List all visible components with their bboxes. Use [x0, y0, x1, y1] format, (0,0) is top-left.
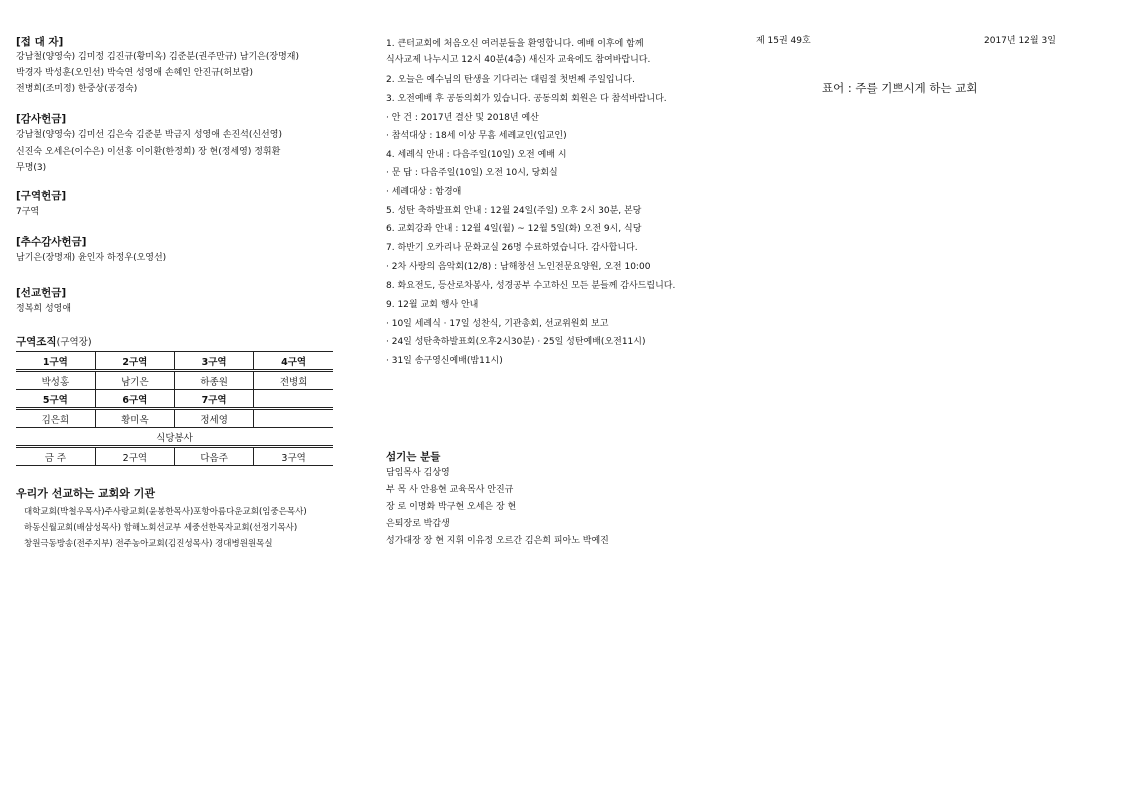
announcement-line: 1. 큰터교회에 처음오신 여러분들을 환영합니다. 예배 이후에 함께: [386, 39, 644, 49]
announcement-line: · 24일 성탄축하발표회(오후2시30분) · 25일 성탄예배(오전11시): [386, 337, 646, 347]
servants-line: 장 로 이명화 박구현 오세은 장 현: [386, 502, 517, 512]
servants-title: 섬기는 분들: [386, 451, 441, 463]
thanks-offering-line: 강남철(양영숙) 김미선 김은숙 김준분 박금지 성영애 손진석(신선영): [16, 130, 282, 140]
thanks-offering-line: 무명(3): [16, 163, 47, 173]
announcement-line: · 10일 세례식 · 17일 성찬식, 기관총회, 선교위원회 보고: [386, 319, 609, 329]
announcement-line: 3. 오전예배 후 공동의회가 있습니다. 공동의회 회원은 다 참석바랍니다.: [386, 94, 667, 104]
announcement-line: 6. 교회강좌 안내 : 12월 4일(월) ~ 12월 5일(화) 오전 9시, 식당: [386, 224, 642, 234]
zones-table: [16, 351, 333, 466]
reception-line: 강남철(양영숙) 김미정 김진규(황미옥) 김준분(권주만규) 남기은(장명재): [16, 52, 299, 62]
issue-number: 제 15권 49호: [756, 36, 811, 46]
zones-subtitle: (구역장): [56, 337, 92, 348]
announcement-line: 식사교제 나누시고 12시 40분(4층) 새신자 교육에도 참여바랍니다.: [386, 55, 651, 65]
servants-line: 담임목사 김상영: [386, 468, 450, 478]
zone-leader: 하종원: [175, 371, 254, 390]
announcement-line: · 2차 사랑의 음악회(12/8) : 남해창선 노인전문요양원, 오전 10:00: [386, 262, 651, 272]
zones-title-text: 구역조직: [16, 336, 57, 348]
missions-line: 대학교회(박철우목사)주사랑교회(윤봉한목사)포항아름다운교회(임중은목사): [24, 507, 307, 517]
zone-header: 3구역: [175, 352, 254, 371]
kitchen-title: 식당봉사: [16, 428, 333, 447]
reception-line: 박경자 박성훈(오인선) 박숙연 성영애 손혜인 안진규(허보람): [16, 68, 254, 78]
announcement-line: 5. 성탄 축하발표회 안내 : 12월 24일(주일) 오후 2시 30분, 본당: [386, 206, 642, 216]
zone-leader: 김은희: [16, 409, 95, 428]
reception-title: [접 대 자]: [16, 36, 64, 48]
announcement-line: · 안 건 : 2017년 결산 및 2018년 예산: [386, 113, 539, 123]
announcement-line: · 문 답 : 다음주일(10일) 오전 10시, 당회실: [386, 168, 558, 178]
kitchen-cell: 다음주: [175, 447, 254, 466]
kitchen-cell: 3구역: [254, 447, 333, 466]
slogan: 표어 : 주를 기쁘시게 하는 교회: [822, 81, 978, 95]
missions-line: 창원극동방송(전주지부) 전주농아교회(김진성목사) 경대병원원목실: [24, 539, 273, 549]
zone-header: 7구역: [175, 390, 254, 409]
zone-offering-title: [구역헌금]: [16, 190, 67, 202]
reception-line: 전병희(조미정) 한중상(공경숙): [16, 84, 138, 94]
harvest-offering-title: [추수감사헌금]: [16, 236, 87, 248]
zones-leader-row: [16, 409, 333, 428]
thanks-offering-line: 신진숙 오세은(이수은) 이선홍 이이환(한정희) 장 현(정세영) 정휘환: [16, 147, 281, 157]
mission-offering-line: 정복희 성영애: [16, 304, 72, 314]
zone-header: [254, 390, 333, 409]
zone-header: 1구역: [16, 352, 95, 371]
zones-leader-row: [16, 371, 333, 390]
servants-line: 은퇴장로 박갑생: [386, 519, 450, 529]
harvest-offering-line: 남기은(장명재) 윤인자 하정우(오영선): [16, 253, 167, 263]
servants-line: 성가대장 장 현 지휘 이유정 오르간 김은희 피아노 박예진: [386, 536, 609, 546]
missions-line: 하동신월교회(배삼성목사) 함해노회선교부 세중선한목자교회(선정기목사): [24, 523, 298, 533]
kitchen-cell: 2구역: [95, 447, 174, 466]
zone-leader: 전병희: [254, 371, 333, 390]
zones-title: [16, 334, 92, 349]
zones-header-row: [16, 390, 333, 409]
zone-leader: [254, 409, 333, 428]
kitchen-cell: 금 주: [16, 447, 95, 466]
thanks-offering-title: [감사헌금]: [16, 113, 67, 125]
announcement-line: · 세례대상 : 함경애: [386, 187, 462, 197]
kitchen-title-row: [16, 428, 333, 447]
zone-leader: 황미옥: [95, 409, 174, 428]
zone-header: 2구역: [95, 352, 174, 371]
announcement-line: 9. 12월 교회 행사 안내: [386, 300, 479, 310]
announcement-line: 2. 오늘은 예수님의 탄생을 기다리는 대림절 첫번째 주일입니다.: [386, 75, 635, 85]
zone-header: 5구역: [16, 390, 95, 409]
kitchen-row: [16, 447, 333, 466]
zone-header: 6구역: [95, 390, 174, 409]
zone-leader: 정세영: [175, 409, 254, 428]
zone-offering-line: 7구역: [16, 207, 40, 217]
missions-title: 우리가 선교하는 교회와 기관: [16, 487, 155, 500]
servants-line: 부 목 사 안용현 교육목사 안진규: [386, 485, 514, 495]
zones-header-row: [16, 352, 333, 371]
announcement-line: 7. 하반기 오카리나 문화교실 26명 수료하였습니다. 감사합니다.: [386, 243, 638, 253]
announcement-line: · 31일 송구영신예배(밤11시): [386, 356, 503, 366]
zone-leader: 남기은: [95, 371, 174, 390]
announcement-line: 8. 화요전도, 등산로차봉사, 성경공부 수고하신 모든 분들께 감사드립니다.: [386, 281, 676, 291]
mission-offering-title: [선교헌금]: [16, 287, 67, 299]
announcement-line: · 참석대상 : 18세 이상 무흠 세례교인(입교인): [386, 131, 567, 141]
announcement-line: 4. 세례식 안내 : 다음주일(10일) 오전 예배 시: [386, 150, 567, 160]
zone-leader: 박성홍: [16, 371, 95, 390]
zone-header: 4구역: [254, 352, 333, 371]
issue-date: 2017년 12월 3일: [984, 36, 1056, 46]
